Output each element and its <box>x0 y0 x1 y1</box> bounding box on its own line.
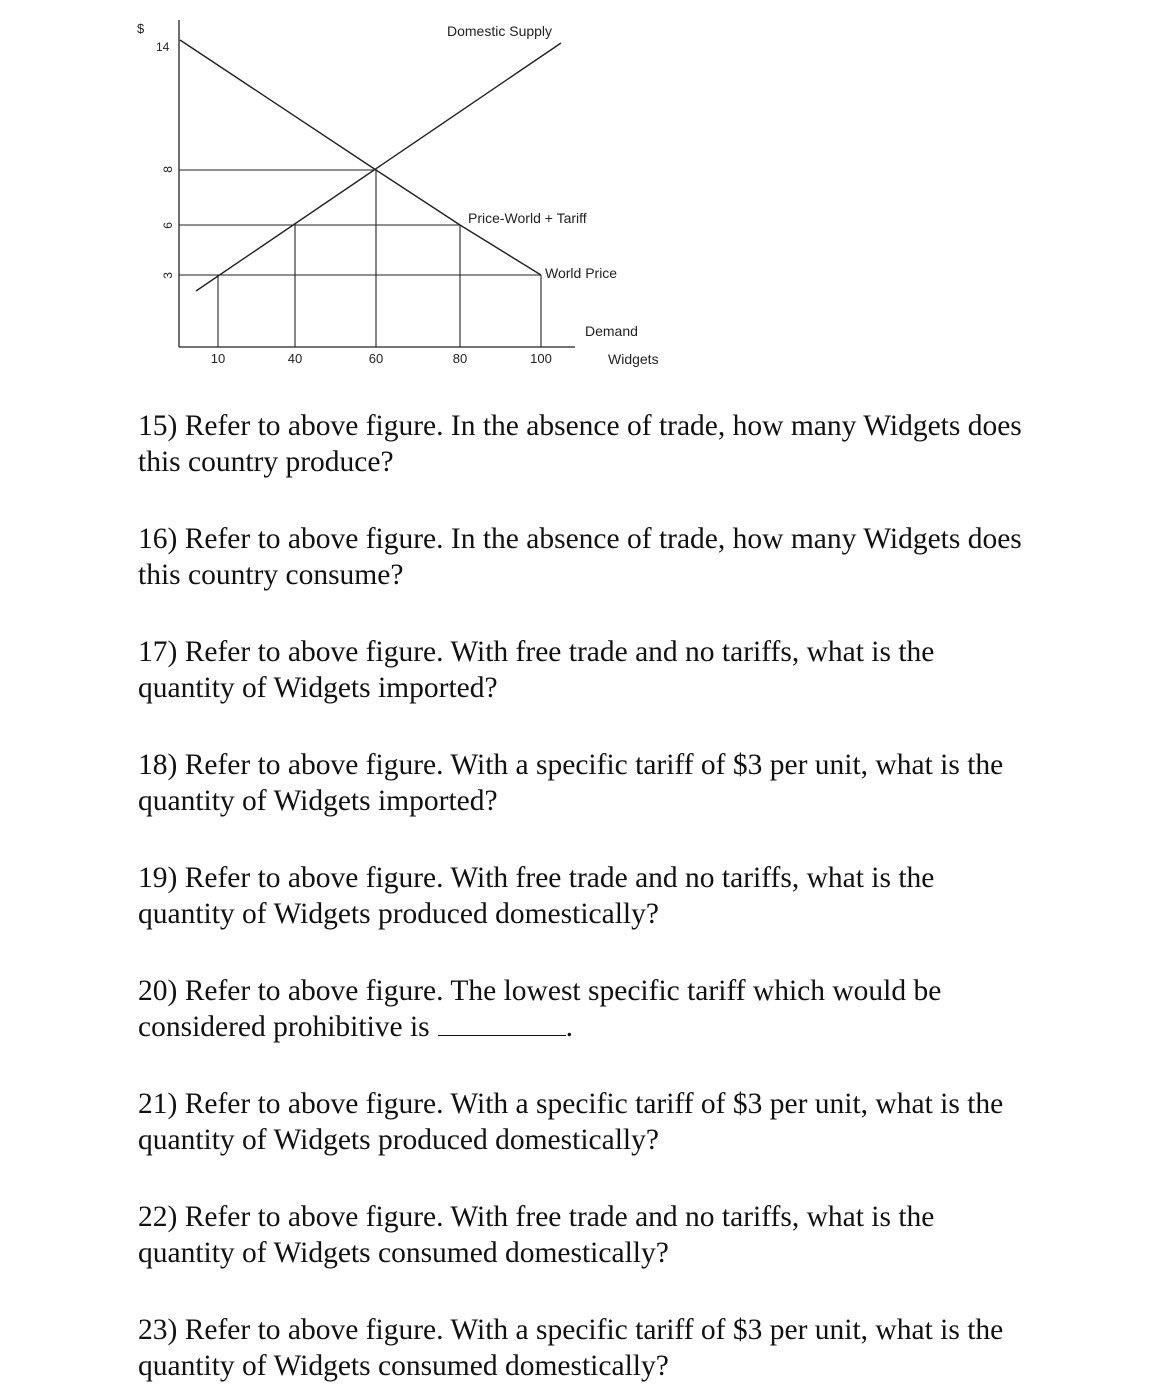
question-20-text: 20) Refer to above figure. The lowest specific tariff which would be considered prohibitive is <box>138 975 942 1043</box>
y-tick-labels <box>156 40 175 279</box>
question-15: 15) Refer to above figure. In the absence of trade, how many Widgets does this country produce? <box>138 410 1022 478</box>
y-tick-14: 14 <box>156 40 170 54</box>
question-16: 16) Refer to above figure. In the absence of trade, how many Widgets does this country consume? <box>138 523 1022 591</box>
x-tick-80: 80 <box>452 351 468 366</box>
question-22: 22) Refer to above figure. With free trade and no tariffs, what is the quantity of Widgets consumed domestically? <box>138 1201 935 1269</box>
x-tick-100: 100 <box>530 351 552 366</box>
question-20 <box>138 973 1038 1045</box>
answer-blank <box>438 1009 566 1036</box>
y-tick-8: 8 <box>161 166 175 173</box>
question-23: 23) Refer to above figure. With a specific tariff of $3 per unit, what is the quantity of Widgets consumed domestically? <box>138 1314 1004 1382</box>
x-tick-60: 60 <box>368 351 384 366</box>
question-18: 18) Refer to above figure. With a specific tariff of $3 per unit, what is the quantity of Widgets imported? <box>138 749 1004 817</box>
question-21: 21) Refer to above figure. With a specific tariff of $3 per unit, what is the quantity of Widgets produced domestically? <box>138 1088 1004 1156</box>
x-axis-label: Widgets <box>608 351 659 367</box>
world-price-label: World Price <box>545 265 618 281</box>
question-19: 19) Refer to above figure. With free trade and no tariffs, what is the quantity of Widgets produced domestically? <box>138 862 935 930</box>
x-tick-40: 40 <box>287 351 303 366</box>
y-tick-6: 6 <box>161 222 175 229</box>
x-tick-10: 10 <box>210 351 226 366</box>
supply-demand-figure <box>0 0 700 390</box>
y-tick-3: 3 <box>161 272 175 279</box>
question-20-suffix: . <box>565 1011 574 1043</box>
question-17: 17) Refer to above figure. With free trade and no tariffs, what is the quantity of Widgets imported? <box>138 636 935 704</box>
y-axis-label: $ <box>137 21 145 36</box>
x-tick-labels <box>211 351 552 366</box>
supply-label: Domestic Supply <box>447 23 553 39</box>
demand-curve <box>180 40 541 275</box>
demand-label: Demand <box>585 323 638 339</box>
tariff-price-label: Price-World + Tariff <box>468 210 587 226</box>
